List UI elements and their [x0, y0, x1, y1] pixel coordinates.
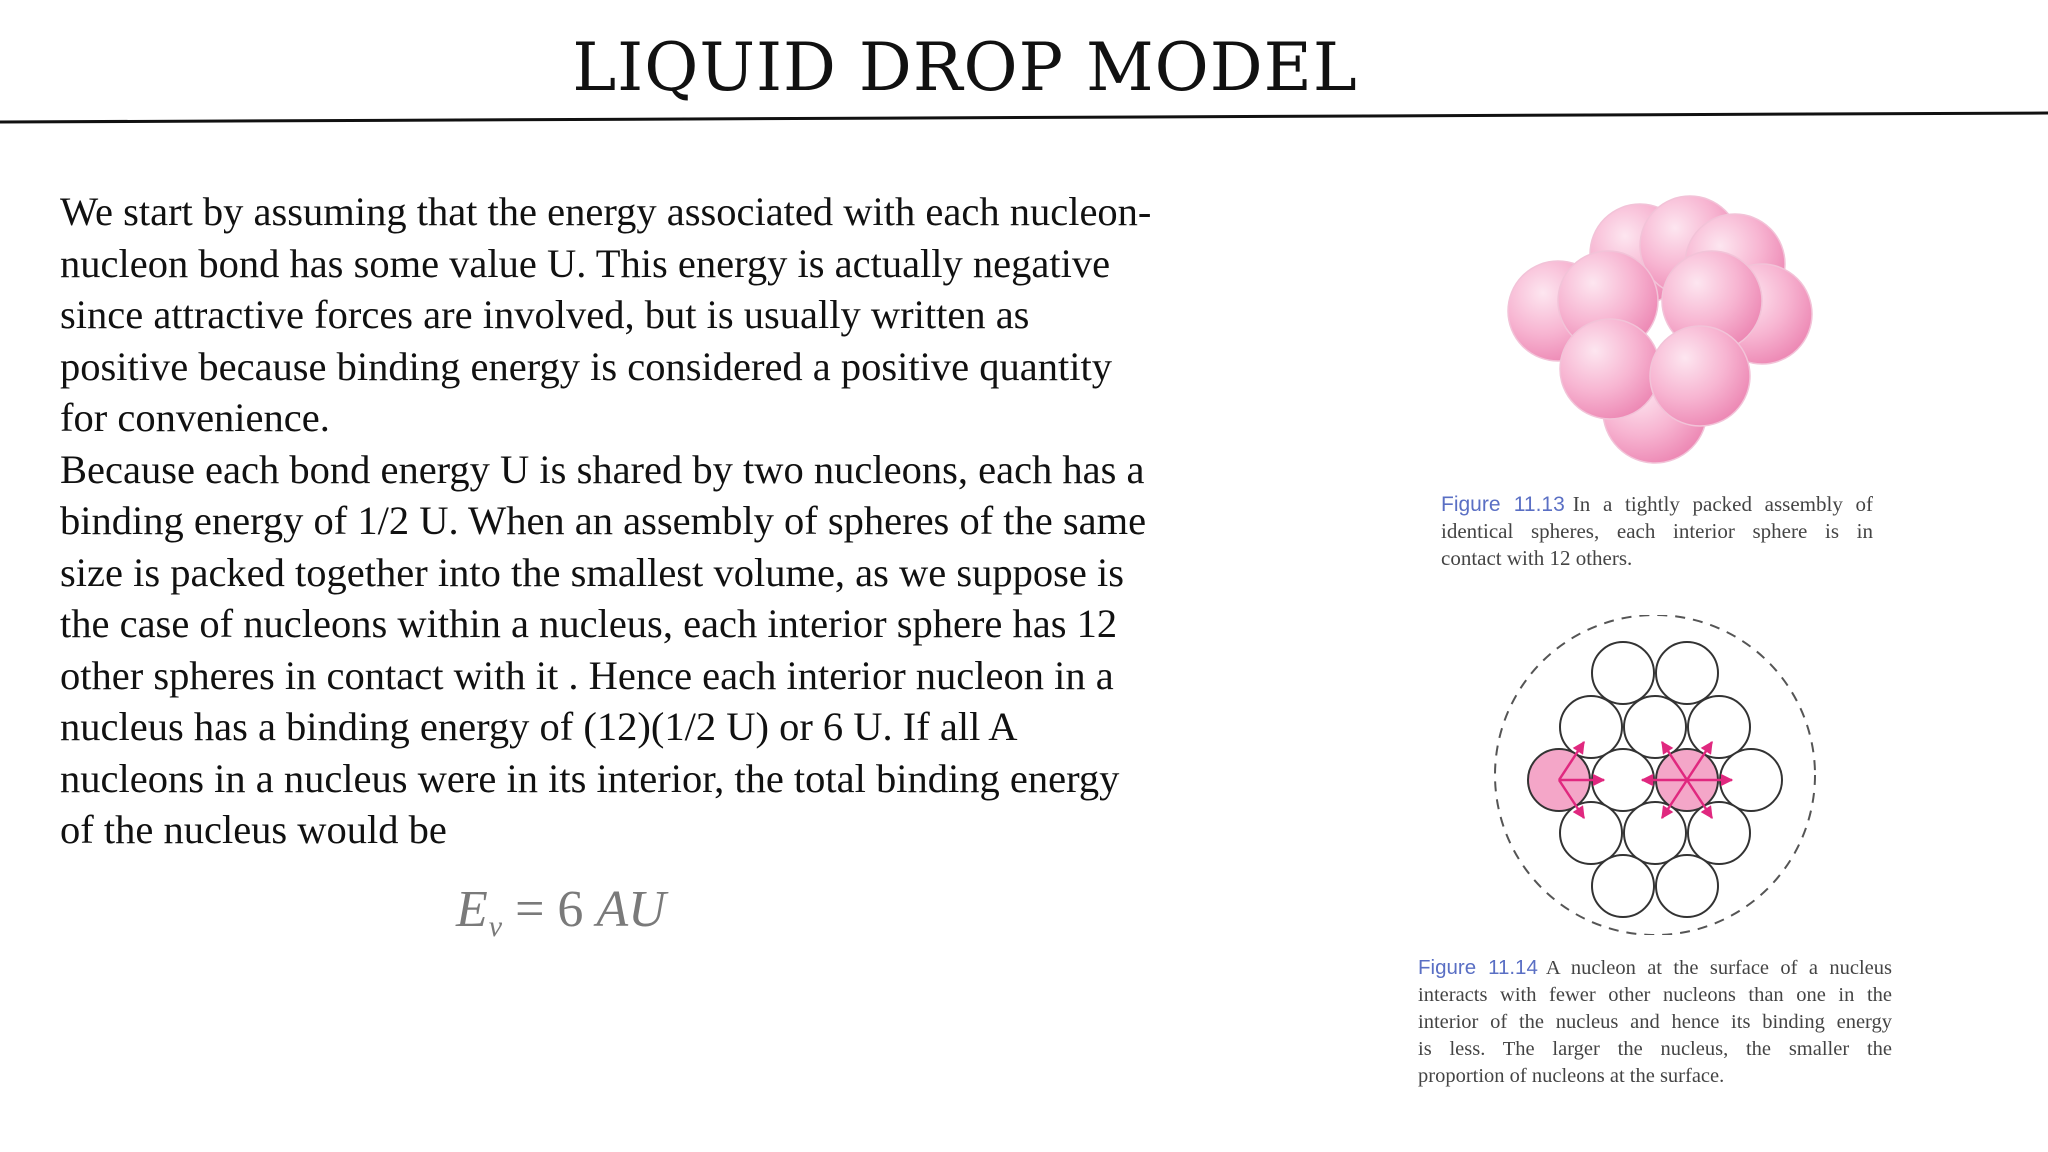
caption-line: contact with 12 others. — [1441, 546, 1633, 570]
body-line: since attractive forces are involved, but is usually written as — [60, 292, 1030, 337]
binding-energy-equation — [456, 880, 666, 944]
body-line: size is packed together into the smallest volume, as we suppose is — [60, 549, 1125, 595]
body-line: binding energy of 1/2 U. When an assembly of spheres of the same — [60, 498, 1147, 543]
body-line: of the nucleus would be — [60, 807, 447, 852]
caption-line: proportion of nucleons at the surface. — [1418, 1065, 1725, 1087]
caption-line: identical spheres, each interior sphere is in — [1441, 519, 1873, 543]
equation-rhs-var: AU — [596, 881, 666, 938]
equation-rhs-prefix: = 6 — [502, 881, 597, 938]
body-line: We start by assuming that the energy associated with each nucleon- — [60, 189, 1152, 234]
caption-line: A nucleon at the surface of a nucleus — [1545, 957, 1892, 979]
nucleus-cross-section-figure — [1480, 615, 1830, 935]
caption-line: is less. The larger the nucleus, the smaller the — [1418, 1038, 1892, 1060]
body-line: other spheres in contact with it . Hence each interior nucleon in a — [60, 652, 1114, 698]
body-line: nucleons in a nucleus were in its interior, the total binding energy — [60, 755, 1120, 801]
body-line: for convenience. — [60, 395, 330, 440]
equation-subscript: v — [488, 910, 503, 943]
caption-line: interacts with fewer other nucleons than one in the — [1418, 984, 1892, 1006]
figure-11-13-label: Figure 11.13 — [1441, 493, 1565, 516]
figure-11-13-caption — [1441, 491, 1873, 572]
body-text — [60, 186, 1260, 856]
body-line: positive because binding energy is considered a positive quantity — [60, 343, 1113, 389]
packed-spheres-figure — [1490, 186, 1840, 476]
body-line: nucleon bond has some value U. This energy is actually negative — [60, 240, 1111, 286]
body-line: nucleus has a binding energy of (12)(1/2 U) or 6 U. If all A — [60, 704, 1018, 749]
figure-11-14-caption — [1418, 954, 1892, 1090]
caption-line: interior of the nucleus and hence its binding energy — [1418, 1011, 1892, 1033]
body-line: the case of nucleons within a nucleus, each interior sphere has 12 — [60, 601, 1118, 646]
body-line: Because each bond energy U is shared by two nucleons, each has a — [60, 446, 1145, 492]
slide-title: LIQUID DROP MODEL — [572, 29, 1358, 106]
figure-11-14-label: Figure 11.14 — [1418, 956, 1538, 979]
equation-lhs: E — [456, 881, 488, 938]
title-underline — [0, 110, 2048, 126]
caption-line: In a tightly packed assembly of — [1572, 492, 1873, 516]
